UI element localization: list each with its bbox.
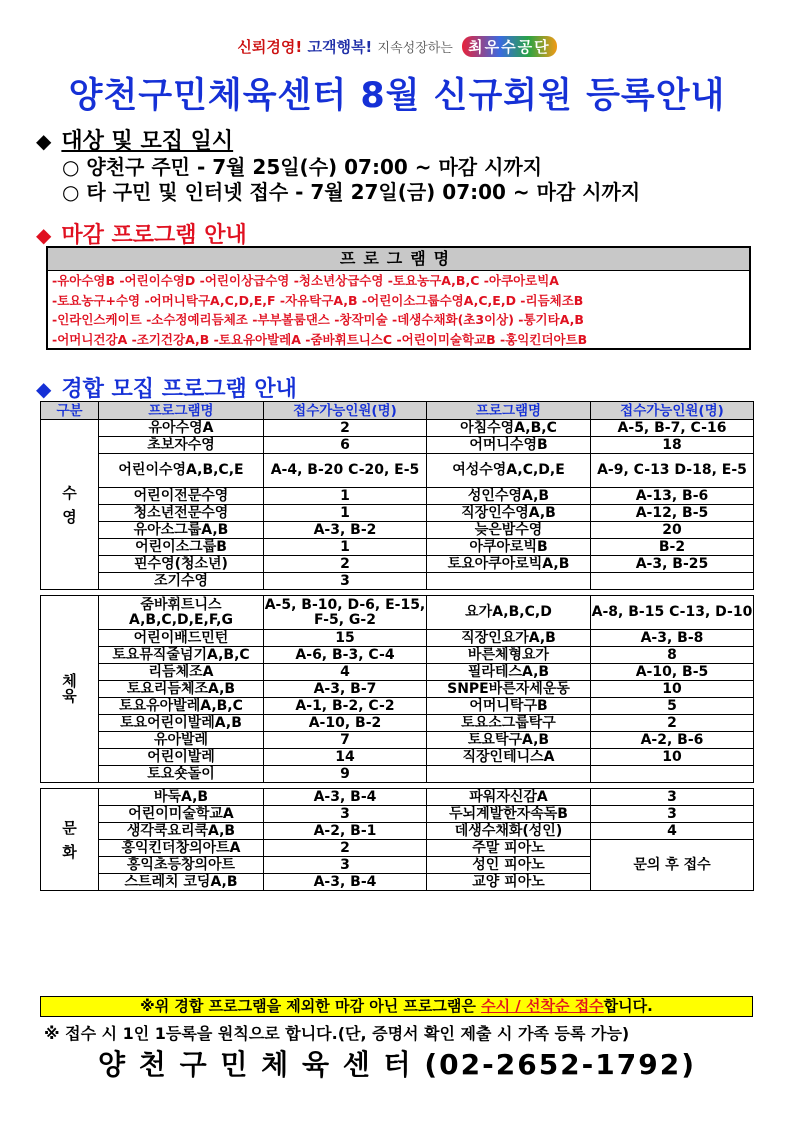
header-capacity: 접수가능인원(명) bbox=[591, 402, 754, 420]
program-name-cell: 성인수영A,B bbox=[427, 488, 591, 505]
capacity-cell: 2 bbox=[591, 715, 754, 732]
program-name-cell bbox=[427, 766, 591, 783]
program-name-cell: 두뇌계발한자속독B bbox=[427, 806, 591, 823]
schedule-line-others: ○ 타 구민 및 인터넷 접수 - 7월 27일(금) 07:00 ~ 마감 시까지 bbox=[62, 180, 641, 204]
program-name-cell: 필라테스A,B bbox=[427, 664, 591, 681]
program-name-cell: 교양 피아노 bbox=[427, 874, 591, 891]
schedule-line-residents: ○ 양천구 주민 - 7월 25일(수) 07:00 ~ 마감 시까지 bbox=[62, 155, 543, 179]
table-row bbox=[41, 715, 754, 732]
capacity-cell: A-6, B-3, C-4 bbox=[264, 647, 427, 664]
table-row bbox=[41, 505, 754, 522]
capacity-cell: 1 bbox=[264, 505, 427, 522]
capacity-cell: A-4, B-20 C-20, E-5 bbox=[264, 454, 427, 488]
program-name-cell: 바른체형요가 bbox=[427, 647, 591, 664]
table-row bbox=[41, 522, 754, 539]
registration-rule: ※ 접수 시 1인 1등록을 원칙으로 합니다.(단, 증명서 확인 제출 시 가족 등록 가능) bbox=[44, 1024, 630, 1043]
program-name-cell: 어머니수영B bbox=[427, 437, 591, 454]
category-char: 수 bbox=[62, 483, 77, 502]
capacity-cell: 14 bbox=[264, 749, 427, 766]
table-row bbox=[41, 420, 754, 437]
program-name-cell: 어린이발레 bbox=[99, 749, 264, 766]
slogan-growth: 지속성장하는 bbox=[377, 41, 453, 56]
closed-program-line: -어머니건강A -조기건강A,B -토요유아발레A -줌바휘트니스C -어린이미술학교B -홍익킨더아트B bbox=[52, 331, 588, 347]
center-contact: 양 천 구 민 체 육 센 터 (02-2652-1792) bbox=[97, 1048, 697, 1081]
program-name-cell: 토요리듬체조A,B bbox=[99, 681, 264, 698]
program-name-cell: 어린이배드민턴 bbox=[99, 630, 264, 647]
capacity-cell: A-3, B-25 bbox=[591, 556, 754, 573]
category-char: 문 bbox=[62, 818, 77, 837]
program-name-cell: 바둑A,B bbox=[99, 789, 264, 806]
program-name-cell: 유아수영A bbox=[99, 420, 264, 437]
header-program: 프로그램명 bbox=[427, 402, 591, 420]
capacity-cell: A-10, B-2 bbox=[264, 715, 427, 732]
program-name-cell: 직장인테니스A bbox=[427, 749, 591, 766]
program-name-cell bbox=[427, 573, 591, 590]
table-row bbox=[41, 539, 754, 556]
category-cell bbox=[41, 596, 99, 783]
category-char: 육 bbox=[62, 687, 77, 705]
header-capacity: 접수가능인원(명) bbox=[264, 402, 427, 420]
program-name-cell: 어린이미술학교A bbox=[99, 806, 264, 823]
capacity-cell: 9 bbox=[264, 766, 427, 783]
program-name-cell: 어머니탁구B bbox=[427, 698, 591, 715]
program-name-cell: 홍익킨더창의아트A bbox=[99, 840, 264, 857]
notice-highlight: 수시 / 선착순 접수 bbox=[481, 997, 604, 1015]
program-name-cell: 어린이수영A,B,C,E bbox=[99, 454, 264, 488]
closed-program-line: -토요농구+수영 -어머니탁구A,C,D,E,F -자유탁구A,B -어린이소그룹수영A,C,E,D -리듬체조B bbox=[52, 292, 584, 308]
program-name-cell: 생각쿡요리쿡A,B bbox=[99, 823, 264, 840]
notice-banner bbox=[40, 996, 753, 1017]
table-row bbox=[41, 749, 754, 766]
capacity-cell: 1 bbox=[264, 539, 427, 556]
competitive-program-table bbox=[40, 401, 754, 891]
table-row bbox=[41, 437, 754, 454]
header-program: 프로그램명 bbox=[99, 402, 264, 420]
capacity-cell: B-2 bbox=[591, 539, 754, 556]
program-name-cell: 줌바휘트니스 A,B,C,D,E,F,G bbox=[99, 596, 264, 630]
table-row bbox=[41, 556, 754, 573]
section-heading: 마감 프로그램 안내 bbox=[61, 223, 247, 248]
program-name-cell: 아쿠아로빅B bbox=[427, 539, 591, 556]
program-name-cell: 파워자신감A bbox=[427, 789, 591, 806]
capacity-cell: A-8, B-15 C-13, D-10 bbox=[591, 596, 754, 630]
capacity-cell: A-3, B-4 bbox=[264, 874, 427, 891]
capacity-cell: 6 bbox=[264, 437, 427, 454]
capacity-cell: A-3, B-7 bbox=[264, 681, 427, 698]
program-name-cell: 토요소그룹탁구 bbox=[427, 715, 591, 732]
category-cell bbox=[41, 420, 99, 590]
program-name-cell: 직장인요가A,B bbox=[427, 630, 591, 647]
program-name-cell: 토요숏돌이 bbox=[99, 766, 264, 783]
program-name-cell: 홍익초등창의아트 bbox=[99, 857, 264, 874]
capacity-cell: 8 bbox=[591, 647, 754, 664]
header-category: 구분 bbox=[41, 402, 99, 420]
program-name-cell: 토요유아발레A,B,C bbox=[99, 698, 264, 715]
corporation-logo: 최우수공단 bbox=[462, 36, 556, 57]
notice-suffix: 합니다. bbox=[603, 997, 653, 1015]
program-name-cell: 주말 피아노 bbox=[427, 840, 591, 857]
program-name-cell: 직장인수영A,B bbox=[427, 505, 591, 522]
capacity-cell: 문의 후 접수 bbox=[591, 840, 754, 891]
program-name-cell: 어린이전문수영 bbox=[99, 488, 264, 505]
closed-program-header: 프로그램명 bbox=[48, 248, 749, 271]
table-row bbox=[41, 823, 754, 840]
program-name-cell: 아침수영A,B,C bbox=[427, 420, 591, 437]
notice-text: ※위 경합 프로그램을 제외한 마감 아닌 프로그램은 bbox=[140, 997, 476, 1015]
table-header-row bbox=[41, 402, 754, 420]
program-name-cell: 토요탁구A,B bbox=[427, 732, 591, 749]
capacity-cell: 3 bbox=[591, 789, 754, 806]
program-name-cell: 성인 피아노 bbox=[427, 857, 591, 874]
table-row bbox=[41, 698, 754, 715]
category-char: 체 bbox=[62, 672, 77, 690]
table-row bbox=[41, 488, 754, 505]
capacity-cell: A-12, B-5 bbox=[591, 505, 754, 522]
page-title: 양천구민체육센터 8월 신규회원 등록안내 bbox=[68, 76, 726, 116]
capacity-cell: A-5, B-10, D-6, E-15, F-5, G-2 bbox=[264, 596, 426, 628]
program-name-cell: 여성수영A,C,D,E bbox=[427, 454, 591, 488]
program-name-cell: 청소년전문수영 bbox=[99, 505, 264, 522]
slogan bbox=[0, 36, 794, 57]
capacity-cell: 4 bbox=[591, 823, 754, 840]
capacity-cell: A-3, B-8 bbox=[591, 630, 754, 647]
capacity-cell: A-1, B-2, C-2 bbox=[264, 698, 427, 715]
capacity-cell: A-2, B-6 bbox=[591, 732, 754, 749]
table-row bbox=[41, 664, 754, 681]
capacity-cell: 2 bbox=[264, 420, 427, 437]
category-char: 영 bbox=[62, 507, 77, 526]
closed-program-line: -유아수영B -어린이수영D -어린이상급수영 -청소년상급수영 -토요농구A,B,C -아쿠아로빅A bbox=[52, 273, 559, 288]
program-name-cell: 데생수채화(성인) bbox=[427, 823, 591, 840]
slogan-happiness: 고객행복! bbox=[307, 38, 373, 56]
program-name-cell: 유아소그룹A,B bbox=[99, 522, 264, 539]
capacity-cell: 5 bbox=[591, 698, 754, 715]
section-heading: 대상 및 모집 일시 bbox=[61, 129, 234, 154]
program-name-cell: 토요아쿠아로빅A,B bbox=[427, 556, 591, 573]
capacity-cell: 3 bbox=[591, 806, 754, 823]
table-row bbox=[41, 681, 754, 698]
program-name-cell: 토요어린이발레A,B bbox=[99, 715, 264, 732]
closed-program-line: -인라인스케이트 -소수정예리듬체조 -부부볼룸댄스 -창작미술 -데생수채화(초3이상) -통기타A,B bbox=[52, 312, 584, 327]
table-row bbox=[41, 806, 754, 823]
capacity-cell bbox=[591, 573, 754, 590]
section-competitive-programs bbox=[36, 372, 297, 403]
program-name-cell: 조기수영 bbox=[99, 573, 264, 590]
table-row bbox=[41, 732, 754, 749]
capacity-cell: A-2, B-1 bbox=[264, 823, 427, 840]
capacity-cell: 15 bbox=[264, 630, 427, 647]
capacity-cell: 1 bbox=[264, 488, 427, 505]
table-row bbox=[41, 630, 754, 647]
closed-program-box bbox=[46, 246, 751, 350]
capacity-cell: 3 bbox=[264, 573, 427, 590]
capacity-cell bbox=[591, 766, 754, 783]
capacity-cell: 20 bbox=[591, 522, 754, 539]
capacity-cell: 2 bbox=[264, 556, 427, 573]
table-row bbox=[41, 647, 754, 664]
program-name-cell: 핀수영(청소년) bbox=[99, 556, 264, 573]
table-row bbox=[41, 573, 754, 590]
program-name-cell: 초보자수영 bbox=[99, 437, 264, 454]
capacity-cell: 2 bbox=[264, 840, 427, 857]
capacity-cell: 18 bbox=[591, 437, 754, 454]
capacity-cell: 3 bbox=[264, 806, 427, 823]
table-row bbox=[41, 454, 754, 488]
capacity-cell: 4 bbox=[264, 664, 427, 681]
capacity-cell: A-13, B-6 bbox=[591, 488, 754, 505]
table-row bbox=[41, 789, 754, 806]
program-name-cell: 리듬체조A bbox=[99, 664, 264, 681]
category-char: 화 bbox=[62, 842, 77, 861]
capacity-cell: 10 bbox=[591, 681, 754, 698]
capacity-cell: A-9, C-13 D-18, E-5 bbox=[591, 454, 754, 488]
table-row bbox=[41, 766, 754, 783]
program-name-cell: 스트레치 코딩A,B bbox=[99, 874, 264, 891]
category-cell bbox=[41, 789, 99, 891]
capacity-cell: 10 bbox=[591, 749, 754, 766]
program-name-cell: 토요뮤직줄넘기A,B,C bbox=[99, 647, 264, 664]
capacity-cell: 7 bbox=[264, 732, 427, 749]
diamond-icon: ◆ bbox=[36, 129, 52, 153]
program-name-cell: 어린이소그룹B bbox=[99, 539, 264, 556]
capacity-cell: A-10, B-5 bbox=[591, 664, 754, 681]
table-row bbox=[41, 596, 754, 630]
diamond-icon: ◆ bbox=[36, 223, 52, 247]
capacity-cell: A-3, B-2 bbox=[264, 522, 427, 539]
program-name-cell: 늦은밤수영 bbox=[427, 522, 591, 539]
table-row bbox=[41, 840, 754, 857]
capacity-cell: A-5, B-7, C-16 bbox=[591, 420, 754, 437]
slogan-trust: 신뢰경영! bbox=[237, 38, 303, 56]
program-name-cell: 유아발레 bbox=[99, 732, 264, 749]
program-name-cell: SNPE바른자세운동 bbox=[427, 681, 591, 698]
diamond-icon: ◆ bbox=[36, 377, 52, 401]
section-closed-programs bbox=[36, 218, 247, 249]
capacity-cell: A-3, B-4 bbox=[264, 789, 427, 806]
capacity-cell: 3 bbox=[264, 857, 427, 874]
section-heading: 경합 모집 프로그램 안내 bbox=[61, 377, 297, 402]
program-name-cell: 요가A,B,C,D bbox=[427, 596, 591, 630]
